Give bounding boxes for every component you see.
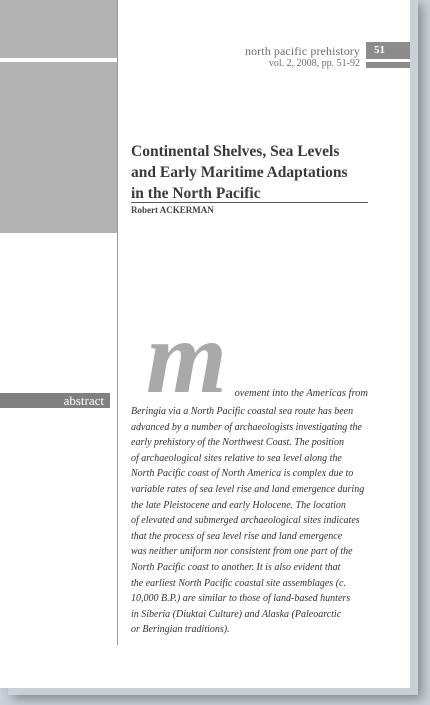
abstract-line: North Pacific coast to another. It is also evident that [131, 561, 341, 573]
title-rule [131, 202, 368, 203]
article-title [131, 141, 381, 204]
abstract-line: variable rates of sea level rise and land emergence during [131, 483, 365, 495]
abstract-line: or Beringian traditions). [131, 624, 230, 636]
abstract-label: abstract [0, 393, 110, 408]
abstract-line: that the process of sea level rise and land emergence [131, 530, 343, 542]
abstract-line: 10,000 B.P.) are similar to those of land-based hunters [131, 593, 351, 605]
abstract-line: was neither uniform nor consistent from one part of the [131, 546, 353, 558]
abstract-line: of archaeological sites relative to sea level along the [131, 452, 342, 464]
abstract-first-line: ovement into the Americas from [234, 388, 368, 399]
drop-cap: m [146, 300, 227, 415]
title-line: and Early Maritime Adaptations [131, 164, 348, 181]
abstract-line: the earliest North Pacific coastal site assemblages (c. [131, 577, 346, 589]
page-number-bar [366, 62, 410, 68]
abstract-line: of elevated and submerged archaeological sites indicates [131, 515, 360, 527]
title-line: in the North Pacific [131, 185, 261, 202]
page-number: 51 [366, 42, 410, 59]
journal-name: north pacific prehistory [244, 44, 360, 58]
abstract-line: in Siberia (Diuktai Culture) and Alaska (Paleoarctic [131, 608, 342, 620]
decorative-gray-block-middle [0, 62, 118, 233]
abstract-line: early prehistory of the Northwest Coast. The position [131, 437, 344, 449]
abstract-text [131, 404, 371, 638]
author-name: Robert ACKERMAN [131, 205, 214, 215]
margin-rule [117, 0, 118, 645]
decorative-gray-block-top [0, 0, 118, 58]
abstract-line: North Pacific coast of North America is complex due to [131, 468, 354, 480]
abstract-line: the late Pleistocene and early Holocene. The location [131, 499, 346, 511]
journal-volume: vol. 2, 2008, pp. 51-92 [268, 58, 360, 69]
abstract-line: advanced by a number of archaeologists investigating the [131, 421, 362, 433]
title-line: Continental Shelves, Sea Levels [131, 143, 340, 160]
abstract-line: Beringia via a North Pacific coastal sea route has been [131, 406, 354, 417]
